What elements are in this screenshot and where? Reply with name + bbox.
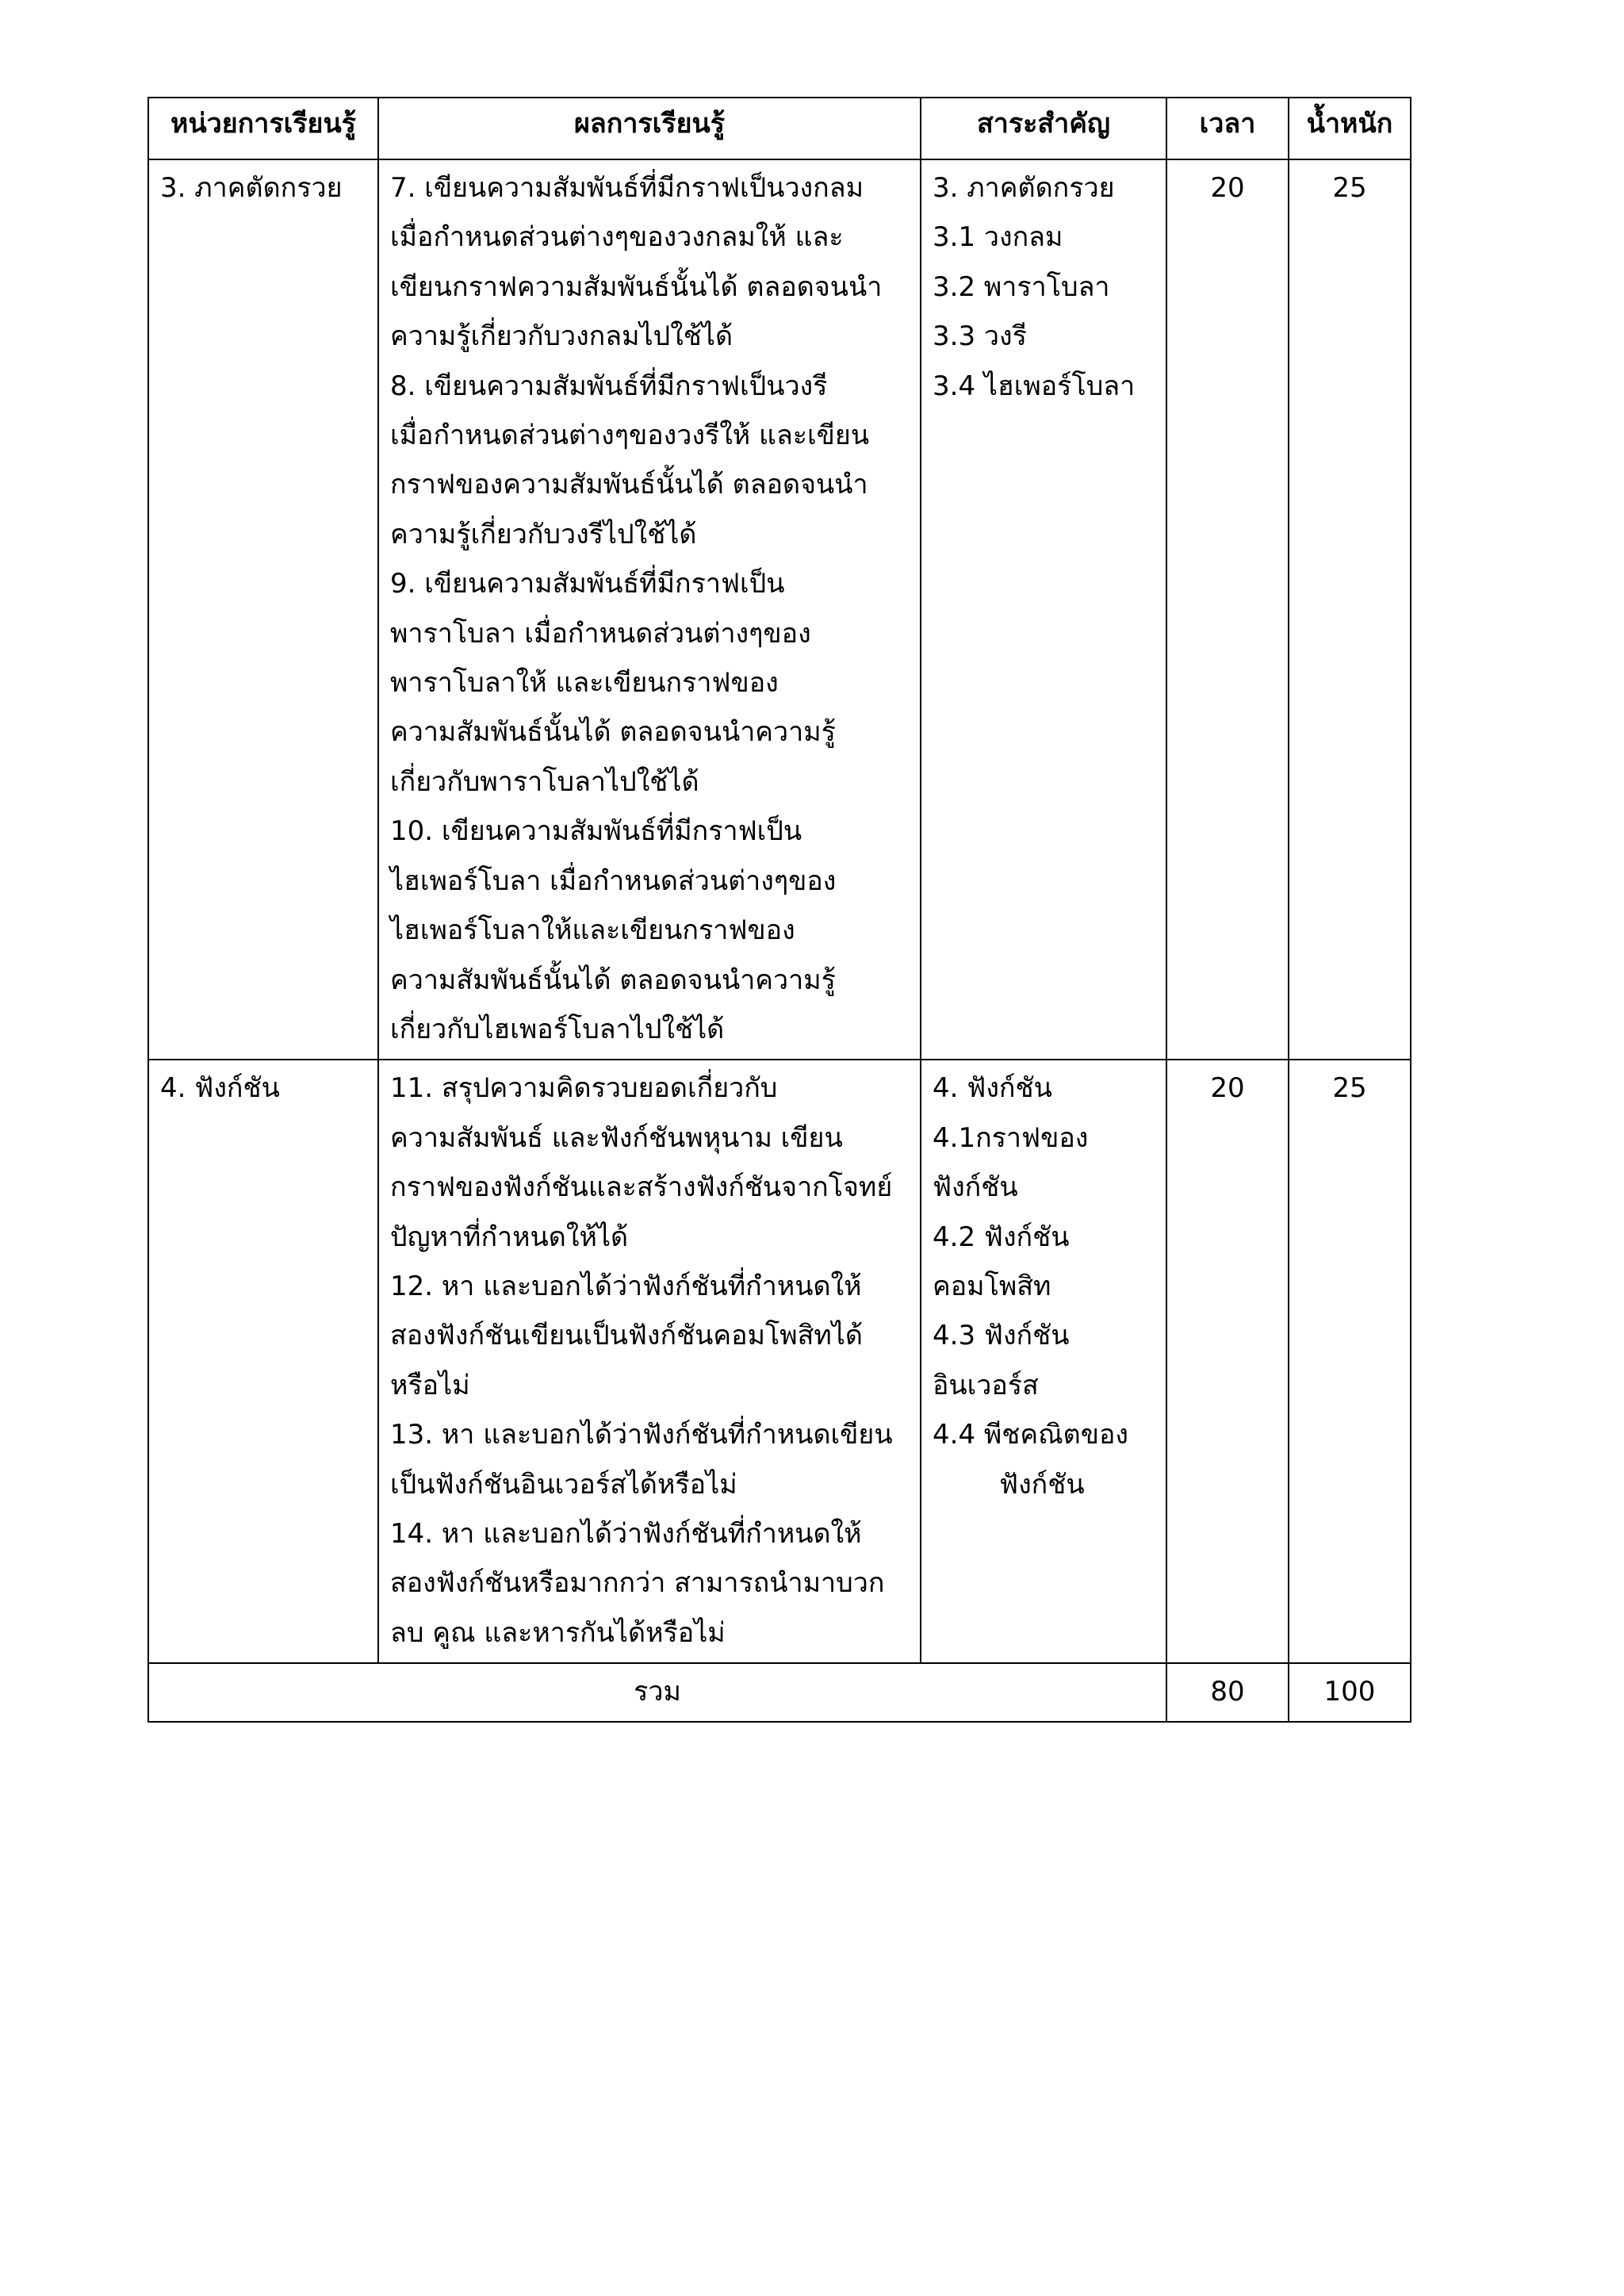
outcome-line: เกี่ยวกับไฮเพอร์โบลาไปใช้ได้ bbox=[390, 1013, 725, 1045]
outcome-line: สองฟังก์ชันหรือมากกว่า สามารถนำมาบวก bbox=[390, 1567, 885, 1600]
header-content: สาระสำคัญ bbox=[921, 98, 1166, 159]
weight-cell bbox=[1289, 1060, 1411, 1663]
outcome-line: ความสัมพันธ์นั้นได้ ตลอดจนนำความรู้ bbox=[390, 964, 836, 996]
outcome-line: เขียนกราฟความสัมพันธ์นั้นได้ ตลอดจนนำ bbox=[390, 270, 883, 303]
total-row bbox=[148, 1663, 1411, 1722]
content-line: 4. ฟังก์ชัน bbox=[933, 1072, 1052, 1105]
content-line: 4.2 ฟังก์ชัน bbox=[933, 1221, 1070, 1253]
outcome-line: ลบ คูณ และหารกันได้หรือไม่ bbox=[390, 1616, 726, 1649]
outcome-line: 7. เขียนความสัมพันธ์ที่มีกราฟเป็นวงกลม bbox=[390, 172, 864, 204]
content-cell bbox=[921, 1060, 1166, 1663]
header-outcomes: ผลการเรียนรู้ bbox=[378, 98, 921, 159]
outcome-line: ไฮเพอร์โบลา เมื่อกำหนดส่วนต่างๆของ bbox=[390, 864, 837, 897]
outcome-line: เมื่อกำหนดส่วนต่างๆของวงรีให้ และเขียน bbox=[390, 420, 870, 452]
outcome-line: 12. หา และบอกได้ว่าฟังก์ชันที่กำหนดให้ bbox=[390, 1270, 862, 1302]
content-line: 3.4 ไฮเพอร์โบลา bbox=[933, 370, 1136, 402]
weight-value: 25 bbox=[1332, 1072, 1367, 1105]
outcome-line: หรือไม่ bbox=[390, 1369, 470, 1401]
header-time: เวลา bbox=[1166, 98, 1289, 159]
content-line: 3.2 พาราโบลา bbox=[933, 270, 1110, 303]
outcome-line: พาราโบลาให้ และเขียนกราฟของ bbox=[390, 667, 779, 700]
unit-cell bbox=[148, 1060, 378, 1663]
outcomes-cell bbox=[378, 1060, 921, 1663]
content-line: คอมโพสิท bbox=[933, 1270, 1051, 1302]
weight-value: 25 bbox=[1332, 172, 1367, 204]
unit-name: 3. ภาคตัดกรวย bbox=[160, 172, 343, 204]
total-weight: 100 bbox=[1289, 1663, 1411, 1722]
unit-cell bbox=[148, 159, 378, 1060]
time-cell bbox=[1166, 159, 1289, 1060]
time-value: 20 bbox=[1210, 1072, 1245, 1105]
header-weight: น้ำหนัก bbox=[1289, 98, 1411, 159]
outcome-line: เป็นฟังก์ชันอินเวอร์สได้หรือไม่ bbox=[390, 1468, 737, 1501]
outcome-line: ความรู้เกี่ยวกับวงรีไปใช้ได้ bbox=[390, 518, 697, 550]
content-line: 4.1กราฟของ bbox=[933, 1121, 1089, 1154]
outcome-line: 10. เขียนความสัมพันธ์ที่มีกราฟเป็น bbox=[390, 815, 802, 848]
outcome-line: สองฟังก์ชันเขียนเป็นฟังก์ชันคอมโพสิทได้ bbox=[390, 1320, 863, 1352]
content-line: อินเวอร์ส bbox=[933, 1369, 1039, 1401]
outcome-line: 13. หา และบอกได้ว่าฟังก์ชันที่กำหนดเขียน bbox=[390, 1419, 893, 1451]
total-time: 80 bbox=[1166, 1663, 1289, 1722]
outcome-line: 8. เขียนความสัมพันธ์ที่มีกราฟเป็นวงรี bbox=[390, 370, 828, 402]
unit-name: 4. ฟังก์ชัน bbox=[160, 1072, 280, 1105]
table-row bbox=[148, 159, 1411, 1060]
content-line: 3.1 วงกลม bbox=[933, 221, 1063, 254]
outcome-line: กราฟของฟังก์ชันและสร้างฟังก์ชันจากโจทย์ bbox=[390, 1171, 893, 1204]
outcome-line: 11. สรุปความคิดรวบยอดเกี่ยวกับ bbox=[390, 1072, 778, 1105]
time-value: 20 bbox=[1210, 172, 1245, 204]
outcome-line: 9. เขียนความสัมพันธ์ที่มีกราฟเป็น bbox=[390, 568, 785, 600]
content-line: 4.3 ฟังก์ชัน bbox=[933, 1320, 1070, 1352]
outcome-line: ปัญหาที่กำหนดให้ได้ bbox=[390, 1221, 629, 1253]
table-header-row bbox=[148, 98, 1411, 159]
outcome-line: ความสัมพันธ์นั้นได้ ตลอดจนนำความรู้ bbox=[390, 716, 836, 749]
table-row bbox=[148, 1060, 1411, 1663]
content-line: 4.4 พีชคณิตของ bbox=[933, 1419, 1128, 1451]
outcome-line: ความรู้เกี่ยวกับวงกลมไปใช้ได้ bbox=[390, 320, 733, 353]
outcome-line: 14. หา และบอกได้ว่าฟังก์ชันที่กำหนดให้ bbox=[390, 1517, 862, 1550]
outcome-line: ไฮเพอร์โบลาให้และเขียนกราฟของ bbox=[390, 914, 795, 947]
content-line: ฟังก์ชัน bbox=[933, 1171, 1018, 1204]
content-line: ฟังก์ชัน bbox=[999, 1468, 1085, 1501]
outcome-line: กราฟของความสัมพันธ์นั้นได้ ตลอดจนนำ bbox=[390, 469, 868, 501]
learning-units-table bbox=[147, 97, 1411, 1723]
outcome-line: ความสัมพันธ์ และฟังก์ชันพหุนาม เขียน bbox=[390, 1121, 843, 1154]
weight-cell bbox=[1289, 159, 1411, 1060]
total-label: รวม bbox=[148, 1663, 1166, 1722]
time-cell bbox=[1166, 1060, 1289, 1663]
outcomes-cell bbox=[378, 159, 921, 1060]
outcome-line: เกี่ยวกับพาราโบลาไปใช้ได้ bbox=[390, 765, 699, 798]
header-unit: หน่วยการเรียนรู้ bbox=[148, 98, 378, 159]
outcome-line: เมื่อกำหนดส่วนต่างๆของวงกลมให้ และ bbox=[390, 221, 844, 254]
content-line: 3. ภาคตัดกรวย bbox=[933, 172, 1115, 204]
content-cell bbox=[921, 159, 1166, 1060]
outcome-line: พาราโบลา เมื่อกำหนดส่วนต่างๆของ bbox=[390, 617, 811, 650]
content-line: 3.3 วงรี bbox=[933, 320, 1027, 353]
